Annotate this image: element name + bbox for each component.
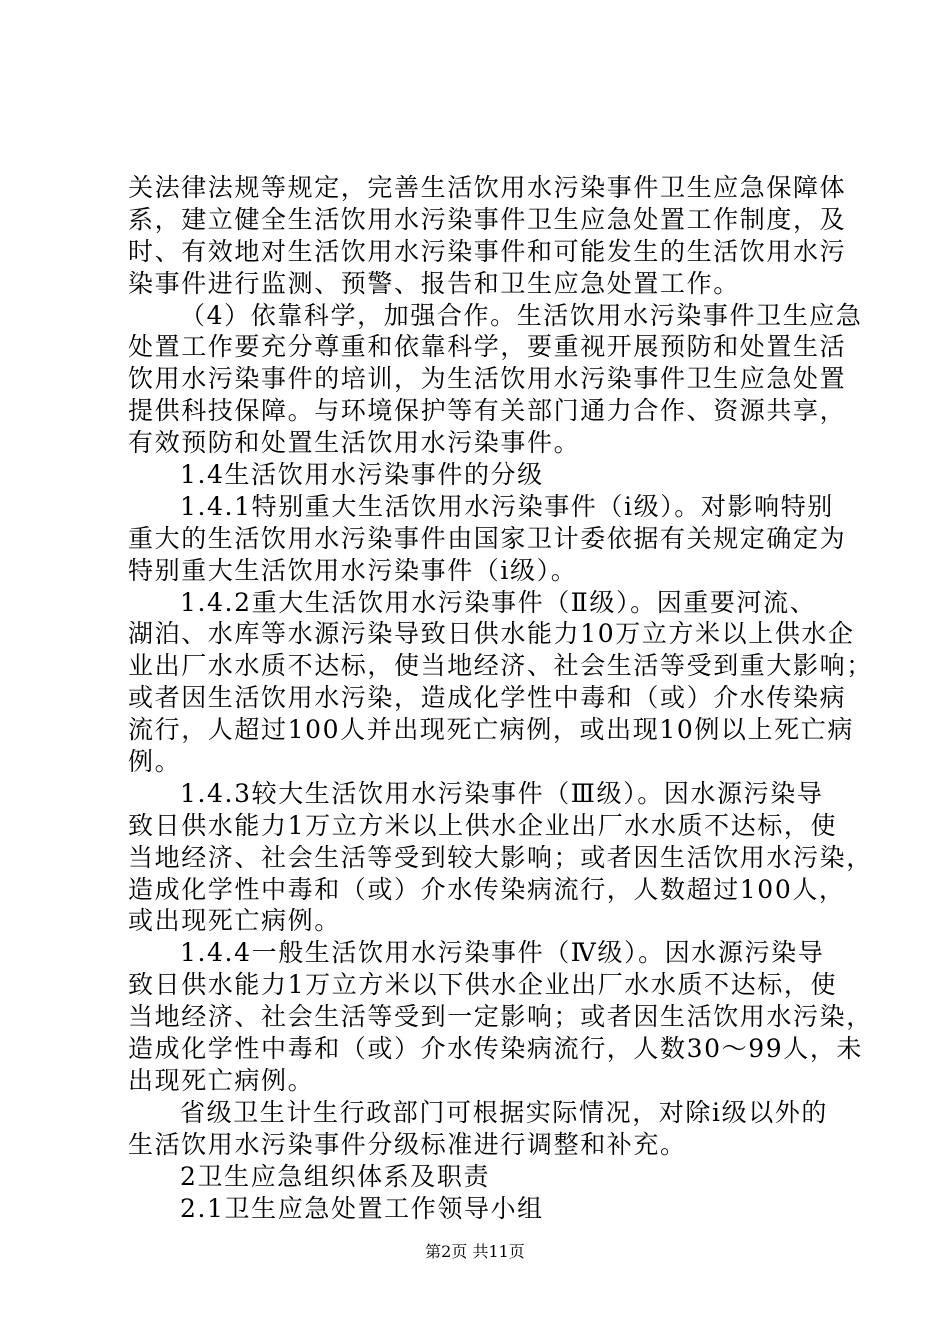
text-line: 当地经济、社会生活等受到一定影响；或者因生活饮用水污染， bbox=[128, 1002, 873, 1032]
text-line: 1.4.4一般生活饮用水污染事件（Ⅳ级）。因水源污染导 bbox=[180, 938, 825, 968]
text-line: 系，建立健全生活饮用水污染事件卫生应急处置工作制度，及 bbox=[128, 204, 847, 234]
text-line: 或者因生活饮用水污染，造成化学性中毒和（或）介水传染病 bbox=[128, 683, 847, 713]
text-line: 流行，人超过100人并出现死亡病例，或出现10例以上死亡病 bbox=[128, 715, 854, 745]
text-line: 省级卫生计生行政部门可根据实际情况，对除ⅰ级以外的 bbox=[180, 1097, 828, 1127]
text-line: 造成化学性中毒和（或）介水传染病流行，人数30～99人，未 bbox=[128, 1034, 864, 1064]
text-line: 关法律法规等规定，完善生活饮用水污染事件卫生应急保障体 bbox=[128, 173, 847, 202]
text-line: 2卫生应急组织体系及职责 bbox=[180, 1161, 491, 1191]
text-line: 致日供水能力1万立方米以上供水企业出厂水水质不达标，使 bbox=[128, 810, 838, 840]
text-line: （4）依靠科学，加强合作。生活饮用水污染事件卫生应急 bbox=[180, 300, 863, 330]
text-line: 饮用水污染事件的培训，为生活饮用水污染事件卫生应急处置 bbox=[128, 364, 847, 394]
text-line: 染事件进行监测、预警、报告和卫生应急处置工作。 bbox=[128, 268, 740, 298]
text-line: 有效预防和处置生活饮用水污染事件。 bbox=[128, 428, 581, 458]
text-line: 业出厂水水质不达标，使当地经济、社会生活等受到重大影响； bbox=[128, 651, 873, 681]
text-line: 1.4生活饮用水污染事件的分级 bbox=[180, 460, 544, 490]
text-line: 造成化学性中毒和（或）介水传染病流行，人数超过100人， bbox=[128, 874, 846, 904]
text-line: 提供科技保障。与环境保护等有关部门通力合作、资源共享， bbox=[128, 396, 847, 426]
text-line: 重大的生活饮用水污染事件由国家卫计委依据有关规定确定为 bbox=[128, 523, 847, 553]
text-line: 湖泊、水库等水源污染导致日供水能力10万立方米以上供水企 bbox=[128, 619, 855, 649]
text-line: 2.1卫生应急处置工作领导小组 bbox=[180, 1193, 544, 1223]
text-line: 1.4.2重大生活饮用水污染事件（Ⅱ级）。因重要河流、 bbox=[180, 587, 817, 617]
text-line: 当地经济、社会生活等受到较大影响；或者因生活饮用水污染， bbox=[128, 842, 873, 872]
document-body bbox=[128, 172, 873, 1224]
text-line: 特别重大生活饮用水污染事件（ⅰ级）。 bbox=[128, 555, 578, 585]
text-line: 或出现死亡病例。 bbox=[128, 906, 341, 936]
text-line: 出现死亡病例。 bbox=[128, 1065, 315, 1095]
text-line: 例。 bbox=[128, 747, 182, 777]
page-footer: 第2页 共11页 bbox=[425, 1242, 525, 1261]
text-line: 1.4.1特别重大生活饮用水污染事件（ⅰ级）。对影响特别 bbox=[180, 491, 834, 521]
text-line: 时、有效地对生活饮用水污染事件和可能发生的生活饮用水污 bbox=[128, 236, 847, 266]
text-line: 生活饮用水污染事件分级标准进行调整和补充。 bbox=[128, 1129, 687, 1159]
text-line: 致日供水能力1万立方米以下供水企业出厂水水质不达标，使 bbox=[128, 970, 838, 1000]
text-line: 1.4.3较大生活饮用水污染事件（Ⅲ级）。因水源污染导 bbox=[180, 778, 824, 808]
text-line: 处置工作要充分尊重和依靠科学，要重视开展预防和处置生活 bbox=[128, 332, 847, 362]
